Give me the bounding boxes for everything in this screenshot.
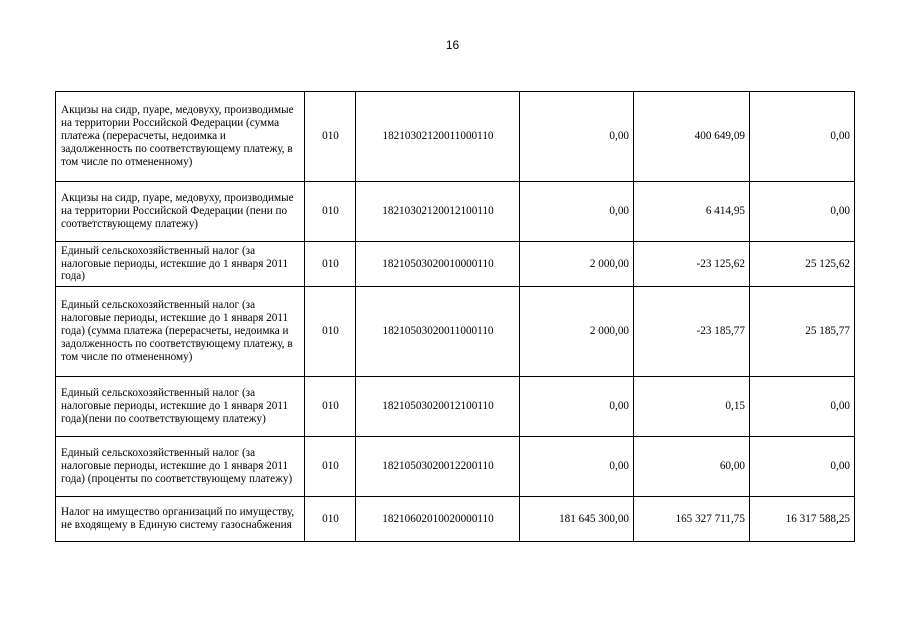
table-row	[56, 242, 855, 287]
row-value-2: 165 327 711,75	[634, 497, 750, 542]
row-value-3: 0,00	[750, 377, 855, 437]
row-kbk: 18210602010020000110	[356, 497, 520, 542]
row-name: Единый сельскохозяйственный налог (за налоговые периоды, истекшие до 1 января 2011 года)(пени по соответствующему платежу)	[56, 377, 305, 437]
row-value-3: 0,00	[750, 437, 855, 497]
row-value-3: 0,00	[750, 92, 855, 182]
row-value-2: 60,00	[634, 437, 750, 497]
row-name: Единый сельскохозяйственный налог (за налоговые периоды, истекшие до 1 января 2011 года)	[56, 242, 305, 287]
row-value-2: 400 649,09	[634, 92, 750, 182]
row-name: Налог на имущество организаций по имуществу, не входящему в Единую систему газоснабжения	[56, 497, 305, 542]
row-name: Единый сельскохозяйственный налог (за налоговые периоды, истекшие до 1 января 2011 года) (проценты по соответствующему платежу)	[56, 437, 305, 497]
row-kbk: 18210503020012200110	[356, 437, 520, 497]
row-kbk: 18210503020011000110	[356, 287, 520, 377]
row-value-1: 2 000,00	[520, 242, 634, 287]
row-value-1: 2 000,00	[520, 287, 634, 377]
row-value-2: -23 185,77	[634, 287, 750, 377]
row-code: 010	[305, 287, 356, 377]
row-value-1: 0,00	[520, 92, 634, 182]
table-row	[56, 377, 855, 437]
row-kbk: 18210302120011000110	[356, 92, 520, 182]
page-number: 16	[445, 38, 460, 52]
table-row	[56, 182, 855, 242]
row-value-3: 0,00	[750, 182, 855, 242]
row-value-1: 181 645 300,00	[520, 497, 634, 542]
row-value-1: 0,00	[520, 437, 634, 497]
revenue-table	[55, 91, 855, 542]
row-kbk: 18210503020010000110	[356, 242, 520, 287]
row-code: 010	[305, 92, 356, 182]
row-value-3: 16 317 588,25	[750, 497, 855, 542]
row-kbk: 18210302120012100110	[356, 182, 520, 242]
table-row	[56, 92, 855, 182]
row-code: 010	[305, 377, 356, 437]
row-name: Акцизы на сидр, пуаре, медовуху, производимые на территории Российской Федерации (пени по соответствующему платежу)	[56, 182, 305, 242]
row-value-1: 0,00	[520, 377, 634, 437]
row-value-3: 25 125,62	[750, 242, 855, 287]
row-code: 010	[305, 182, 356, 242]
row-name: Акцизы на сидр, пуаре, медовуху, производимые на территории Российской Федерации (сумма платежа (перерасчеты, недоимка и задолженность по соответствующему платежу, в том числе по отмененному)	[56, 92, 305, 182]
row-kbk: 18210503020012100110	[356, 377, 520, 437]
table-row	[56, 497, 855, 542]
row-code: 010	[305, 497, 356, 542]
row-code: 010	[305, 437, 356, 497]
row-value-2: -23 125,62	[634, 242, 750, 287]
row-value-3: 25 185,77	[750, 287, 855, 377]
row-name: Единый сельскохозяйственный налог (за налоговые периоды, истекшие до 1 января 2011 года) (сумма платежа (перерасчеты, недоимка и задолженность по соответствующему платежу, в том числе по отмененному)	[56, 287, 305, 377]
table-row	[56, 437, 855, 497]
row-code: 010	[305, 242, 356, 287]
table-row	[56, 287, 855, 377]
row-value-1: 0,00	[520, 182, 634, 242]
row-value-2: 6 414,95	[634, 182, 750, 242]
row-value-2: 0,15	[634, 377, 750, 437]
